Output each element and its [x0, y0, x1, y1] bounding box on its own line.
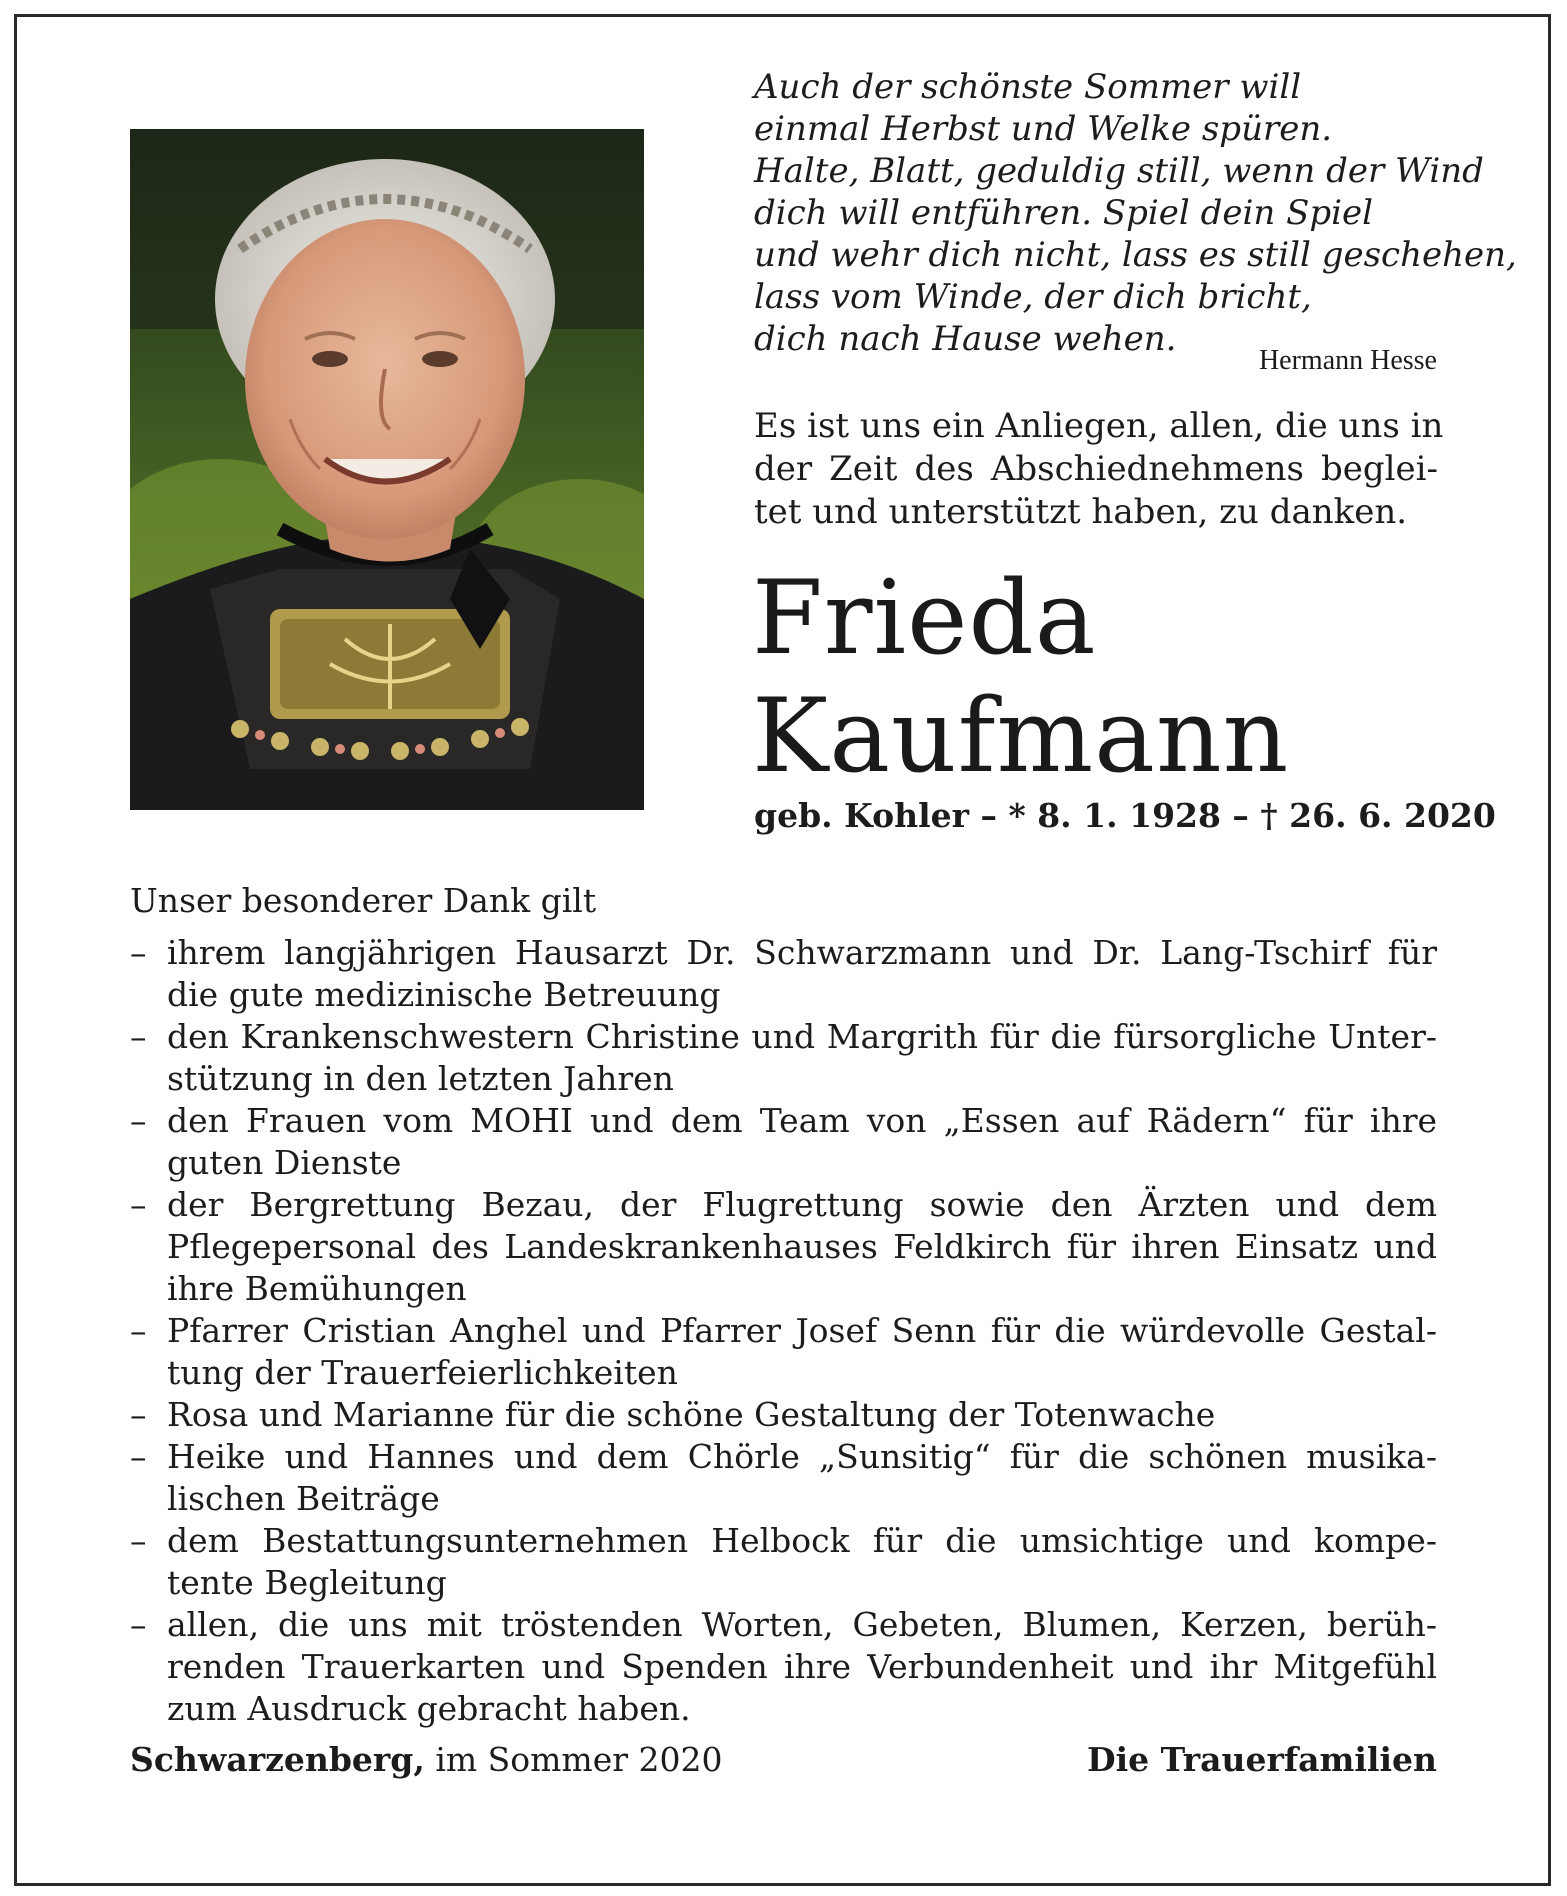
list-dash: –: [130, 1395, 147, 1434]
list-item-line: guten Dienste: [167, 1143, 402, 1182]
list-item-line: dem Bestattungsunternehmen Helbock für die umsichtige und kompe-: [167, 1521, 1437, 1560]
portrait-photo: [130, 129, 644, 810]
list-item: [130, 1394, 1437, 1436]
list-item: [130, 1016, 1437, 1100]
list-item: [130, 1604, 1437, 1730]
poem-line: und wehr dich nicht, lass es still geschehen,: [754, 235, 1517, 275]
thanks-list-title: Unser besonderer Dank gilt: [130, 881, 597, 920]
list-item-line: tung der Trauerfeierlichkeiten: [167, 1353, 678, 1392]
list-item-line: Heike und Hannes und dem Chörle „Sunsitig“ für die schönen musika-: [167, 1437, 1437, 1476]
list-dash: –: [130, 933, 147, 972]
list-item-line: den Frauen vom MOHI und dem Team von „Essen auf Rädern“ für ihre: [167, 1101, 1437, 1140]
list-item: [130, 1184, 1437, 1310]
list-item-line: allen, die uns mit tröstenden Worten, Gebeten, Blumen, Kerzen, berüh-: [167, 1605, 1437, 1644]
list-dash: –: [130, 1017, 147, 1056]
intro-line: der Zeit des Abschiednehmens beglei-: [754, 449, 1438, 489]
list-item: [130, 1100, 1437, 1184]
list-item-line: zum Ausdruck gebracht haben.: [167, 1689, 691, 1728]
poem-line: einmal Herbst und Welke spüren.: [754, 109, 1333, 149]
list-item-line: die gute medizinische Betreuung: [167, 975, 721, 1014]
poem-line: dich will entführen. Spiel dein Spiel: [754, 193, 1373, 233]
thanks-list: [130, 932, 1437, 1730]
list-dash: –: [130, 1605, 147, 1644]
place-and-date: [130, 1740, 723, 1779]
list-item: [130, 1436, 1437, 1520]
poem-line: Halte, Blatt, geduldig still, wenn der Wind: [754, 151, 1484, 191]
thanks-intro: [754, 405, 1444, 534]
list-dash: –: [130, 1311, 147, 1350]
list-item-line: stützung in den letzten Jahren: [167, 1059, 674, 1098]
list-item-line: ihre Bemühungen: [167, 1269, 467, 1308]
list-item: [130, 1520, 1437, 1604]
time: im Sommer 2020: [424, 1740, 723, 1779]
intro-line: Es ist uns ein Anliegen, allen, die uns in: [754, 406, 1444, 446]
poem-line: lass vom Winde, der dich bricht,: [754, 277, 1312, 317]
list-item-line: ihrem langjährigen Hausarzt Dr. Schwarzmann und Dr. Lang-Tschirf für: [167, 933, 1437, 972]
list-item-line: der Bergrettung Bezau, der Flugrettung sowie den Ärzten und dem: [167, 1185, 1437, 1224]
list-item-line: renden Trauerkarten und Spenden ihre Verbundenheit und ihr Mitgefühl: [167, 1647, 1437, 1686]
signature: Die Trauerfamilien: [1086, 1740, 1437, 1779]
list-item-line: lischen Beiträge: [167, 1479, 440, 1518]
birth-death-dates: geb. Kohler – * 8. 1. 1928 – † 26. 6. 2020: [754, 796, 1496, 835]
list-item: [130, 1310, 1437, 1394]
poem-author: Hermann Hesse: [1258, 345, 1437, 376]
list-dash: –: [130, 1101, 147, 1140]
list-item: [130, 932, 1437, 1016]
list-item-line: tente Begleitung: [167, 1563, 447, 1602]
list-dash: –: [130, 1521, 147, 1560]
place: Schwarzenberg,: [130, 1740, 425, 1779]
list-item-line: Pfarrer Cristian Anghel und Pfarrer Josef Senn für die würdevolle Gestal-: [167, 1311, 1437, 1350]
first-name: Frieda: [752, 559, 1097, 678]
intro-line: tet und unterstützt haben, zu danken.: [754, 492, 1408, 532]
list-item-line: Rosa und Marianne für die schöne Gestaltung der Totenwache: [167, 1395, 1216, 1434]
list-dash: –: [130, 1185, 147, 1224]
deceased-name: [752, 560, 1289, 796]
poem-line: Auch der schönste Sommer will: [754, 67, 1302, 107]
list-item-line: Pflegepersonal des Landeskrankenhauses Feldkirch für ihren Einsatz und: [167, 1227, 1437, 1266]
poem-line: dich nach Hause wehen.: [754, 319, 1177, 359]
list-dash: –: [130, 1437, 147, 1476]
poem: [754, 66, 1517, 360]
list-item-line: den Krankenschwestern Christine und Margrith für die fürsorgliche Unter-: [167, 1017, 1437, 1056]
last-name: Kaufmann: [752, 677, 1290, 796]
